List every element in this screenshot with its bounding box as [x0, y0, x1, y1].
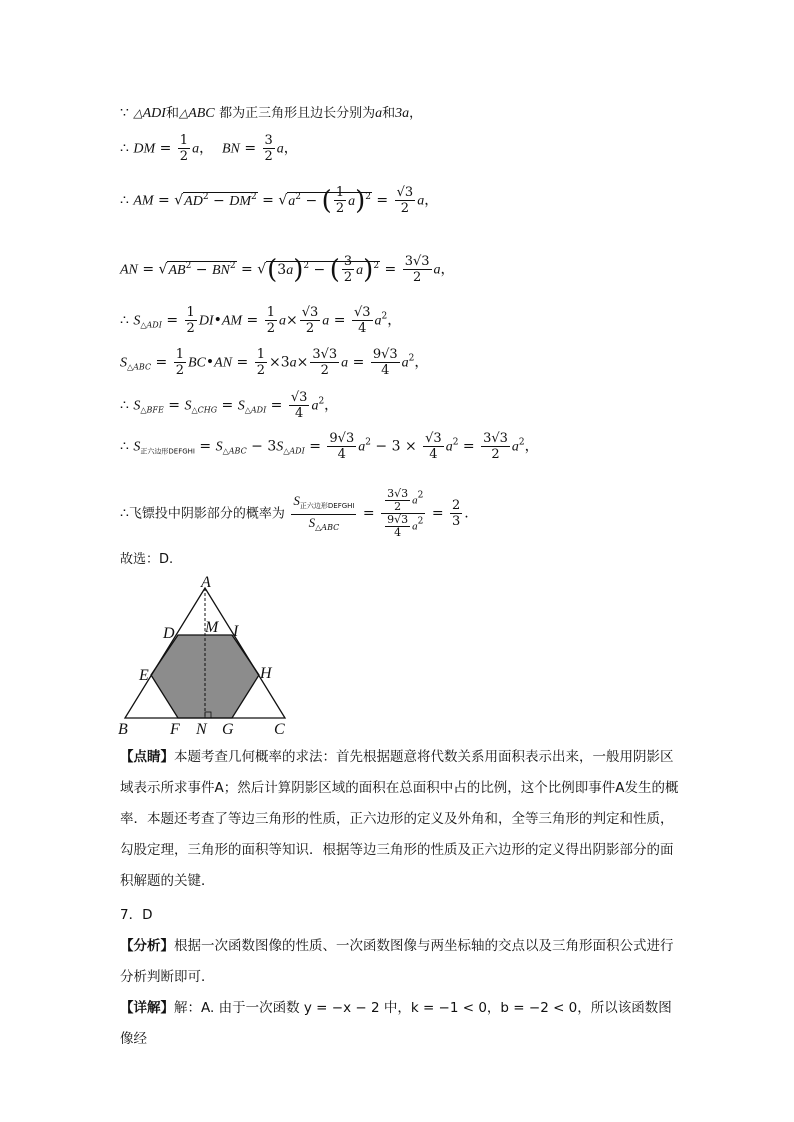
- label-m: M: [205, 619, 219, 636]
- label-n: N: [196, 721, 207, 738]
- key-point-title: 【点睛】: [120, 749, 174, 765]
- triangle-abc: ABC: [188, 106, 215, 121]
- label-h: H: [260, 665, 272, 682]
- line-s-abc: $S_{\triangle ABC}$ = $\frac{1}{2}$ BC•AN = $\frac{1}{2}$ ×3a× $\frac{3√3}{2}$ a = $\frac{9√3}{4}$ $a^2$，: [120, 347, 429, 378]
- detail-title: 【详解】: [120, 1000, 174, 1016]
- question-7-number: 7．D: [120, 907, 153, 923]
- line-s-hexagon: ∴ $S_{正六边形DEFGHI} = S_{\triangle ABC} - 3S_{\triangle ADI}$ = $\frac{9√3}{4}$ $a^2 - 3$ × $\frac{√3}{4}$ $a^2$ = $\frac{3√3}{2}$ $a^2$，: [120, 431, 539, 462]
- label-g: G: [222, 721, 234, 738]
- key-point-paragraph: [120, 742, 680, 897]
- line-s-equal: ∴ $S_{\triangle BFE} = S_{\triangle CHG} = S_{\triangle ADI}$ = $\frac{√3}{4}$ $a^2$，: [120, 390, 339, 421]
- line-given: ∵ △ADI和△ABC 都为正三角形且边长分别为a和3a，: [120, 105, 423, 121]
- label-f: F: [170, 721, 180, 738]
- detail-text: 解：A. 由于一次函数 y = −x − 2 中，k = −1 < 0，b = −2 < 0，所以该函数图像经: [120, 1000, 672, 1047]
- label-c: C: [274, 721, 285, 738]
- triangle-hexagon-diagram: [112, 574, 302, 738]
- label-d: D: [163, 625, 175, 642]
- label-a: A: [201, 574, 211, 591]
- analysis-title: 【分析】: [120, 938, 174, 954]
- label-i: I: [233, 623, 239, 640]
- answer-selection: 故选：D.: [120, 552, 174, 567]
- line-an: AN = $√AB^2 - BN^2 = √(3a)^2$ − ( $\frac{3}{2}$ a)$^2$ = $\frac{3√3}{2}$ a，: [120, 254, 455, 285]
- because-symbol: ∵: [120, 105, 129, 121]
- line-dm-bn: ∴ DM = $\frac{1}{2}$ a， BN = $\frac{3}{2}$ a，: [120, 133, 298, 164]
- line-probability: ∴飞镖投中阴影部分的概率为 $\frac{S_{正六边形DEFGHI}}{S_{\triangle ABC}}$ = $\frac{3√3}{2}$ $a^2$ $\frac{9√3}{4}$ $a^2$ = $\frac{2}{3}$ .: [120, 487, 469, 539]
- line-s-adi: ∴ $S_{\triangle ADI}$ = $\frac{1}{2}$ DI•AM = $\frac{1}{2}$ a× $\frac{√3}{2}$ a = $\frac{√3}{4}$ $a^2$，: [120, 305, 402, 336]
- label-e: E: [139, 667, 149, 684]
- label-b: B: [118, 721, 128, 738]
- analysis-text: 根据一次函数图像的性质、一次函数图像与两坐标轴的交点以及三角形面积公式进行分析判断即可．: [120, 938, 674, 985]
- key-point-text: 本题考查几何概率的求法：首先根据题意将代数关系用面积表示出来，一般用阴影区域表示所求事件A；然后计算阴影区域的面积在总面积中占的比例，这个比例即事件A发生的概率．本题还考查了等边三角形的性质，正六边形的定义及外角和，全等三角形的判定和性质，勾股定理，三角形的面积等知识．根据等边三角形的性质及正六边形的定义得出阴影部分的面积解题的关键．: [120, 749, 679, 889]
- question-7-analysis: [120, 931, 680, 993]
- triangle-adi: ADI: [142, 106, 166, 121]
- question-7-detail: [120, 993, 680, 1055]
- line-am: ∴ AM = $√AD^2 - DM^2 = √a^2$ − ( $\frac{1}{2}$ a)$^2$ = $\frac{√3}{2}$ a，: [120, 185, 439, 216]
